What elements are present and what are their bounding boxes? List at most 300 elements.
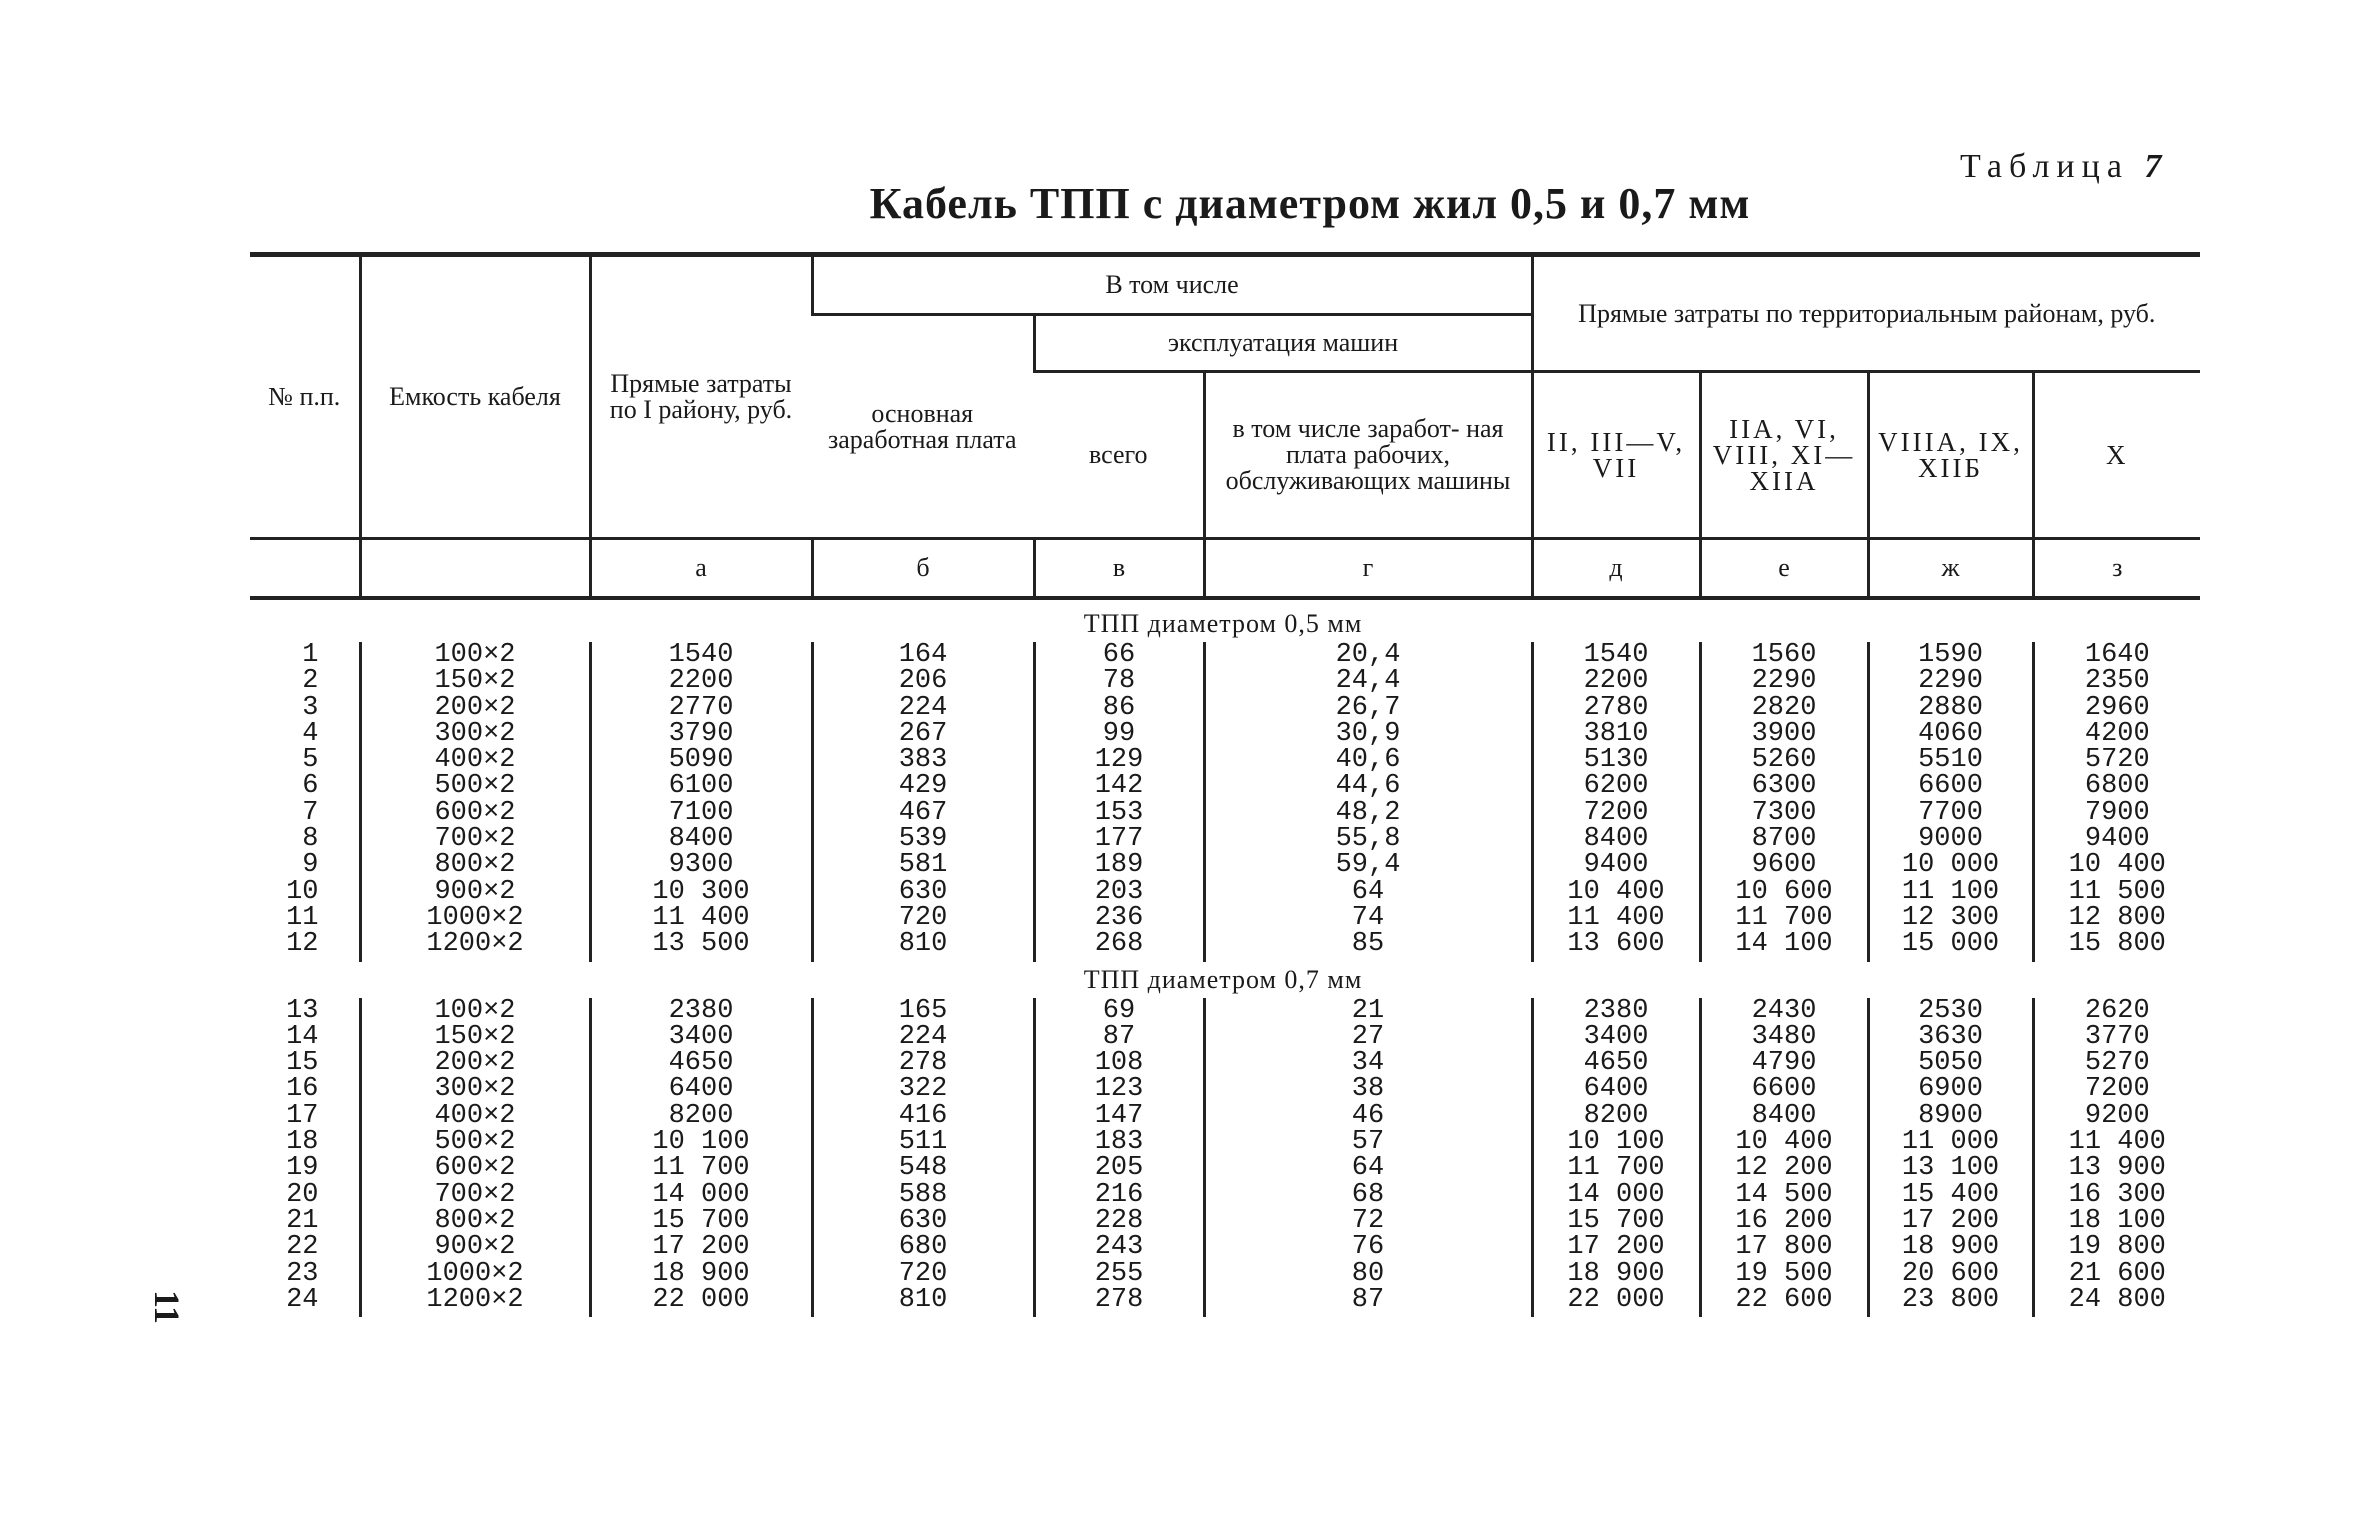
header-including: В том числе xyxy=(812,255,1532,315)
cell-z: 3770 xyxy=(2033,1024,2200,1050)
table-row xyxy=(250,747,2200,773)
cell-capacity: 100×2 xyxy=(360,642,590,668)
cell-no: 19 xyxy=(286,1153,319,1184)
cell-a: 2770 xyxy=(590,695,812,721)
table-label-text: Таблица xyxy=(1960,148,2129,185)
cell-capacity: 300×2 xyxy=(360,721,590,747)
table-row xyxy=(250,1129,2200,1155)
cell-b: 810 xyxy=(812,1287,1034,1317)
table-row xyxy=(250,1261,2200,1287)
cell-b: 467 xyxy=(812,800,1034,826)
cell-capacity: 500×2 xyxy=(360,773,590,799)
cell-g: 21 xyxy=(1204,998,1532,1024)
cell-b: 630 xyxy=(812,879,1034,905)
cell-d: 3400 xyxy=(1532,1024,1700,1050)
cell-no: 11 xyxy=(286,902,319,933)
cell-no: 3 xyxy=(302,692,319,723)
cell-capacity: 900×2 xyxy=(360,1234,590,1260)
cell-b: 511 xyxy=(812,1129,1034,1155)
section-caption: ТПП диаметром 0,5 мм xyxy=(1083,609,1363,638)
cell-g: 74 xyxy=(1204,905,1532,931)
cell-g: 30,9 xyxy=(1204,721,1532,747)
cell-v: 129 xyxy=(1034,747,1204,773)
cell-v: 203 xyxy=(1034,879,1204,905)
cell-b: 224 xyxy=(812,695,1034,721)
cell-capacity: 100×2 xyxy=(360,998,590,1024)
table-row xyxy=(250,879,2200,905)
cell-no: 9 xyxy=(302,850,319,881)
cell-e: 6300 xyxy=(1700,773,1868,799)
cell-g: 20,4 xyxy=(1204,642,1532,668)
cell-a: 10 300 xyxy=(590,879,812,905)
cell-b: 267 xyxy=(812,721,1034,747)
cell-z: 2960 xyxy=(2033,695,2200,721)
cell-a: 3400 xyxy=(590,1024,812,1050)
cell-zh: 6600 xyxy=(1868,773,2033,799)
cell-no: 5 xyxy=(302,745,319,776)
cell-v: 147 xyxy=(1034,1103,1204,1129)
cell-g: 27 xyxy=(1204,1024,1532,1050)
header-machine-operation: эксплуатация машин xyxy=(1034,315,1532,372)
cell-capacity: 1200×2 xyxy=(360,1287,590,1317)
cell-d: 8200 xyxy=(1532,1103,1700,1129)
cell-zh: 7700 xyxy=(1868,800,2033,826)
cell-g: 46 xyxy=(1204,1103,1532,1129)
cell-e: 14 100 xyxy=(1700,931,1868,961)
cell-v: 177 xyxy=(1034,826,1204,852)
cell-v: 87 xyxy=(1034,1024,1204,1050)
header-region-d: II, III—V, VII xyxy=(1532,372,1700,539)
cell-capacity: 400×2 xyxy=(360,747,590,773)
cell-z: 18 100 xyxy=(2033,1208,2200,1234)
column-letter: г xyxy=(1204,539,1532,599)
cell-g: 64 xyxy=(1204,879,1532,905)
cell-no: 21 xyxy=(286,1205,319,1236)
cell-b: 680 xyxy=(812,1234,1034,1260)
cell-b: 630 xyxy=(812,1208,1034,1234)
cell-z: 10 400 xyxy=(2033,852,2200,878)
cell-v: 66 xyxy=(1034,642,1204,668)
cell-zh: 18 900 xyxy=(1868,1234,2033,1260)
letter-blank xyxy=(250,539,360,599)
cell-no: 8 xyxy=(302,824,319,855)
table-row xyxy=(250,905,2200,931)
cell-z: 4200 xyxy=(2033,721,2200,747)
cell-e: 8700 xyxy=(1700,826,1868,852)
cell-a: 11 700 xyxy=(590,1155,812,1181)
cell-zh: 2290 xyxy=(1868,668,2033,694)
section-caption-row xyxy=(250,962,2200,998)
cell-v: 123 xyxy=(1034,1076,1204,1102)
cell-v: 228 xyxy=(1034,1208,1204,1234)
cell-v: 69 xyxy=(1034,998,1204,1024)
cell-a: 15 700 xyxy=(590,1208,812,1234)
table-row xyxy=(250,1024,2200,1050)
table-row xyxy=(250,773,2200,799)
table-row xyxy=(250,998,2200,1024)
cell-e: 3480 xyxy=(1700,1024,1868,1050)
cell-v: 183 xyxy=(1034,1129,1204,1155)
cell-no: 22 xyxy=(286,1232,319,1263)
cell-a: 13 500 xyxy=(590,931,812,961)
cell-e: 4790 xyxy=(1700,1050,1868,1076)
table-row xyxy=(250,1050,2200,1076)
cell-z: 9200 xyxy=(2033,1103,2200,1129)
cell-b: 588 xyxy=(812,1182,1034,1208)
cell-a: 8400 xyxy=(590,826,812,852)
cell-zh: 17 200 xyxy=(1868,1208,2033,1234)
cell-capacity: 400×2 xyxy=(360,1103,590,1129)
cell-d: 2780 xyxy=(1532,695,1700,721)
table-row xyxy=(250,826,2200,852)
cell-z: 11 500 xyxy=(2033,879,2200,905)
cell-a: 8200 xyxy=(590,1103,812,1129)
cell-d: 9400 xyxy=(1532,852,1700,878)
cell-v: 243 xyxy=(1034,1234,1204,1260)
table-row xyxy=(250,721,2200,747)
cell-a: 6100 xyxy=(590,773,812,799)
cell-d: 4650 xyxy=(1532,1050,1700,1076)
table-row xyxy=(250,695,2200,721)
cell-e: 5260 xyxy=(1700,747,1868,773)
cell-g: 85 xyxy=(1204,931,1532,961)
table-row xyxy=(250,1208,2200,1234)
table-row xyxy=(250,668,2200,694)
cell-zh: 10 000 xyxy=(1868,852,2033,878)
cell-g: 59,4 xyxy=(1204,852,1532,878)
cell-a: 18 900 xyxy=(590,1261,812,1287)
cell-zh: 3630 xyxy=(1868,1024,2033,1050)
cell-capacity: 1000×2 xyxy=(360,905,590,931)
column-letter: е xyxy=(1700,539,1868,599)
cell-a: 22 000 xyxy=(590,1287,812,1317)
cell-z: 9400 xyxy=(2033,826,2200,852)
cell-z: 12 800 xyxy=(2033,905,2200,931)
cell-v: 108 xyxy=(1034,1050,1204,1076)
table-row xyxy=(250,852,2200,878)
cell-z: 2620 xyxy=(2033,998,2200,1024)
cell-capacity: 1200×2 xyxy=(360,931,590,961)
cell-z: 16 300 xyxy=(2033,1182,2200,1208)
cell-d: 3810 xyxy=(1532,721,1700,747)
cell-no: 13 xyxy=(286,995,319,1026)
cell-capacity: 300×2 xyxy=(360,1076,590,1102)
cell-v: 189 xyxy=(1034,852,1204,878)
cell-z: 24 800 xyxy=(2033,1287,2200,1317)
cell-e: 10 400 xyxy=(1700,1129,1868,1155)
table-row xyxy=(250,1076,2200,1102)
cell-b: 720 xyxy=(812,1261,1034,1287)
cell-z: 15 800 xyxy=(2033,931,2200,961)
cell-b: 416 xyxy=(812,1103,1034,1129)
cell-e: 6600 xyxy=(1700,1076,1868,1102)
cell-g: 24,4 xyxy=(1204,668,1532,694)
cell-no: 6 xyxy=(302,771,319,802)
cell-z: 21 600 xyxy=(2033,1261,2200,1287)
cell-d: 18 900 xyxy=(1532,1261,1700,1287)
cell-a: 1540 xyxy=(590,642,812,668)
cell-a: 10 100 xyxy=(590,1129,812,1155)
cell-e: 8400 xyxy=(1700,1103,1868,1129)
cell-capacity: 600×2 xyxy=(360,800,590,826)
column-letter: б xyxy=(812,539,1034,599)
table-row xyxy=(250,1287,2200,1317)
cell-a: 11 400 xyxy=(590,905,812,931)
cell-d: 14 000 xyxy=(1532,1182,1700,1208)
cell-zh: 8900 xyxy=(1868,1103,2033,1129)
cell-no: 12 xyxy=(286,929,319,960)
cell-no: 4 xyxy=(302,718,319,749)
cell-capacity: 800×2 xyxy=(360,852,590,878)
cell-e: 14 500 xyxy=(1700,1182,1868,1208)
cell-g: 80 xyxy=(1204,1261,1532,1287)
cost-table xyxy=(250,252,2200,1317)
header-capacity: Емкость кабеля xyxy=(360,255,590,539)
cell-z: 19 800 xyxy=(2033,1234,2200,1260)
cell-e: 11 700 xyxy=(1700,905,1868,931)
cell-a: 17 200 xyxy=(590,1234,812,1260)
table-row xyxy=(250,1234,2200,1260)
page-number: 11 xyxy=(147,1290,187,1325)
cell-b: 720 xyxy=(812,905,1034,931)
cell-no: 2 xyxy=(302,666,319,697)
cell-z: 13 900 xyxy=(2033,1155,2200,1181)
cell-a: 6400 xyxy=(590,1076,812,1102)
cell-z: 11 400 xyxy=(2033,1129,2200,1155)
cell-g: 40,6 xyxy=(1204,747,1532,773)
cell-zh: 9000 xyxy=(1868,826,2033,852)
cell-e: 2290 xyxy=(1700,668,1868,694)
cell-b: 278 xyxy=(812,1050,1034,1076)
cell-no: 24 xyxy=(286,1284,319,1315)
cell-e: 16 200 xyxy=(1700,1208,1868,1234)
cell-g: 55,8 xyxy=(1204,826,1532,852)
cell-z: 6800 xyxy=(2033,773,2200,799)
cell-zh: 15 000 xyxy=(1868,931,2033,961)
cell-d: 8400 xyxy=(1532,826,1700,852)
cell-a: 9300 xyxy=(590,852,812,878)
table-row xyxy=(250,1103,2200,1129)
column-letter: в xyxy=(1034,539,1204,599)
table-row xyxy=(250,931,2200,961)
cell-capacity: 150×2 xyxy=(360,1024,590,1050)
cell-capacity: 800×2 xyxy=(360,1208,590,1234)
header-base-wage: основная заработная плата xyxy=(828,398,1017,454)
column-letters-row xyxy=(250,539,2200,599)
cell-capacity: 150×2 xyxy=(360,668,590,694)
cell-v: 278 xyxy=(1034,1287,1204,1317)
header-no: № п.п. xyxy=(250,255,360,539)
table-row xyxy=(250,1155,2200,1181)
cell-no: 1 xyxy=(302,640,319,670)
cell-d: 6400 xyxy=(1532,1076,1700,1102)
cell-no: 14 xyxy=(286,1021,319,1052)
cell-d: 15 700 xyxy=(1532,1208,1700,1234)
cell-b: 810 xyxy=(812,931,1034,961)
table-container xyxy=(250,252,2200,1317)
cell-v: 268 xyxy=(1034,931,1204,961)
cell-capacity: 200×2 xyxy=(360,1050,590,1076)
cell-v: 216 xyxy=(1034,1182,1204,1208)
section-caption-row xyxy=(250,598,2200,642)
cell-capacity: 900×2 xyxy=(360,879,590,905)
cell-a: 5090 xyxy=(590,747,812,773)
cell-d: 17 200 xyxy=(1532,1234,1700,1260)
cell-v: 78 xyxy=(1034,668,1204,694)
cell-z: 7900 xyxy=(2033,800,2200,826)
cell-capacity: 1000×2 xyxy=(360,1261,590,1287)
cell-zh: 12 300 xyxy=(1868,905,2033,931)
cell-e: 19 500 xyxy=(1700,1261,1868,1287)
cell-zh: 15 400 xyxy=(1868,1182,2033,1208)
cell-e: 2430 xyxy=(1700,998,1868,1024)
cell-zh: 20 600 xyxy=(1868,1261,2033,1287)
column-letter: з xyxy=(2033,539,2200,599)
cell-g: 87 xyxy=(1204,1287,1532,1317)
cell-e: 1560 xyxy=(1700,642,1868,668)
cell-d: 2380 xyxy=(1532,998,1700,1024)
cell-g: 26,7 xyxy=(1204,695,1532,721)
table-row xyxy=(250,1182,2200,1208)
letter-blank xyxy=(360,539,590,599)
column-letter: а xyxy=(590,539,812,599)
cell-d: 13 600 xyxy=(1532,931,1700,961)
cell-zh: 11 100 xyxy=(1868,879,2033,905)
column-letter: д xyxy=(1532,539,1700,599)
cell-v: 205 xyxy=(1034,1155,1204,1181)
cell-capacity: 500×2 xyxy=(360,1129,590,1155)
cell-capacity: 200×2 xyxy=(360,695,590,721)
cell-e: 7300 xyxy=(1700,800,1868,826)
cell-no: 15 xyxy=(286,1048,319,1079)
cell-e: 9600 xyxy=(1700,852,1868,878)
header-territorial-costs: Прямые затраты по территориальным районам, руб. xyxy=(1532,255,2200,372)
cell-b: 548 xyxy=(812,1155,1034,1181)
cell-zh: 11 000 xyxy=(1868,1129,2033,1155)
cell-g: 64 xyxy=(1204,1155,1532,1181)
cell-b: 383 xyxy=(812,747,1034,773)
cell-zh: 13 100 xyxy=(1868,1155,2033,1181)
cell-zh: 6900 xyxy=(1868,1076,2033,1102)
cell-b: 165 xyxy=(812,998,1034,1024)
cell-d: 11 400 xyxy=(1532,905,1700,931)
section-caption: ТПП диаметром 0,7 мм xyxy=(1083,964,1363,994)
cell-a: 4650 xyxy=(590,1050,812,1076)
cell-v: 153 xyxy=(1034,800,1204,826)
cell-g: 44,6 xyxy=(1204,773,1532,799)
header-region-z: X xyxy=(2033,372,2200,539)
cell-zh: 1590 xyxy=(1868,642,2033,668)
cell-v: 86 xyxy=(1034,695,1204,721)
cell-b: 206 xyxy=(812,668,1034,694)
cell-z: 5720 xyxy=(2033,747,2200,773)
cell-zh: 5510 xyxy=(1868,747,2033,773)
cell-g: 72 xyxy=(1204,1208,1532,1234)
cell-z: 2350 xyxy=(2033,668,2200,694)
cell-b: 429 xyxy=(812,773,1034,799)
table-number: 7 xyxy=(2144,148,2169,185)
cell-zh: 2530 xyxy=(1868,998,2033,1024)
cell-no: 17 xyxy=(286,1100,319,1131)
column-letter: ж xyxy=(1868,539,2033,599)
cell-v: 255 xyxy=(1034,1261,1204,1287)
table-row xyxy=(250,800,2200,826)
cell-z: 5270 xyxy=(2033,1050,2200,1076)
cell-d: 10 400 xyxy=(1532,879,1700,905)
cell-e: 22 600 xyxy=(1700,1287,1868,1317)
cell-g: 34 xyxy=(1204,1050,1532,1076)
cell-d: 1540 xyxy=(1532,642,1700,668)
cell-zh: 4060 xyxy=(1868,721,2033,747)
cell-no: 7 xyxy=(302,797,319,828)
cell-a: 14 000 xyxy=(590,1182,812,1208)
cell-no: 23 xyxy=(286,1258,319,1289)
cell-g: 57 xyxy=(1204,1129,1532,1155)
cell-zh: 2880 xyxy=(1868,695,2033,721)
cell-b: 581 xyxy=(812,852,1034,878)
header-region-e: IIA, VI, VIII, XI—XIIA xyxy=(1700,372,1868,539)
cell-g: 76 xyxy=(1204,1234,1532,1260)
cell-b: 164 xyxy=(812,642,1034,668)
cell-capacity: 700×2 xyxy=(360,1182,590,1208)
cell-b: 539 xyxy=(812,826,1034,852)
cell-d: 11 700 xyxy=(1532,1155,1700,1181)
header-direct-costs-1: Прямые затраты по I району, руб. xyxy=(590,255,812,539)
cell-capacity: 700×2 xyxy=(360,826,590,852)
cell-a: 7100 xyxy=(590,800,812,826)
cell-a: 2200 xyxy=(590,668,812,694)
cell-zh: 5050 xyxy=(1868,1050,2033,1076)
cell-d: 22 000 xyxy=(1532,1287,1700,1317)
header-machine-wage: в том числе заработ- ная плата рабочих, обслуживающих машины xyxy=(1204,372,1532,539)
cell-g: 38 xyxy=(1204,1076,1532,1102)
cell-v: 236 xyxy=(1034,905,1204,931)
table-header xyxy=(250,255,2200,599)
cell-z: 7200 xyxy=(2033,1076,2200,1102)
cell-zh: 23 800 xyxy=(1868,1287,2033,1317)
cell-g: 68 xyxy=(1204,1182,1532,1208)
cell-z: 1640 xyxy=(2033,642,2200,668)
cell-e: 10 600 xyxy=(1700,879,1868,905)
cell-d: 2200 xyxy=(1532,668,1700,694)
cell-b: 224 xyxy=(812,1024,1034,1050)
cell-d: 5130 xyxy=(1532,747,1700,773)
cell-g: 48,2 xyxy=(1204,800,1532,826)
cell-e: 17 800 xyxy=(1700,1234,1868,1260)
cell-capacity: 600×2 xyxy=(360,1155,590,1181)
cell-e: 12 200 xyxy=(1700,1155,1868,1181)
cell-e: 2820 xyxy=(1700,695,1868,721)
header-region-zh: VIIIA, IX, XIIБ xyxy=(1868,372,2033,539)
cell-d: 7200 xyxy=(1532,800,1700,826)
cell-a: 2380 xyxy=(590,998,812,1024)
page-title: Кабель ТПП с диаметром жил 0,5 и 0,7 мм xyxy=(869,179,1751,228)
table-body xyxy=(250,598,2200,1317)
cell-no: 16 xyxy=(286,1074,319,1105)
cell-no: 10 xyxy=(286,876,319,907)
table-row xyxy=(250,642,2200,668)
cell-b: 322 xyxy=(812,1076,1034,1102)
cell-no: 20 xyxy=(286,1179,319,1210)
cell-v: 142 xyxy=(1034,773,1204,799)
cell-no: 18 xyxy=(286,1127,319,1158)
cell-v: 99 xyxy=(1034,721,1204,747)
cell-e: 3900 xyxy=(1700,721,1868,747)
cell-d: 6200 xyxy=(1532,773,1700,799)
cell-d: 10 100 xyxy=(1532,1129,1700,1155)
cell-a: 3790 xyxy=(590,721,812,747)
header-total: всего xyxy=(1088,440,1148,469)
